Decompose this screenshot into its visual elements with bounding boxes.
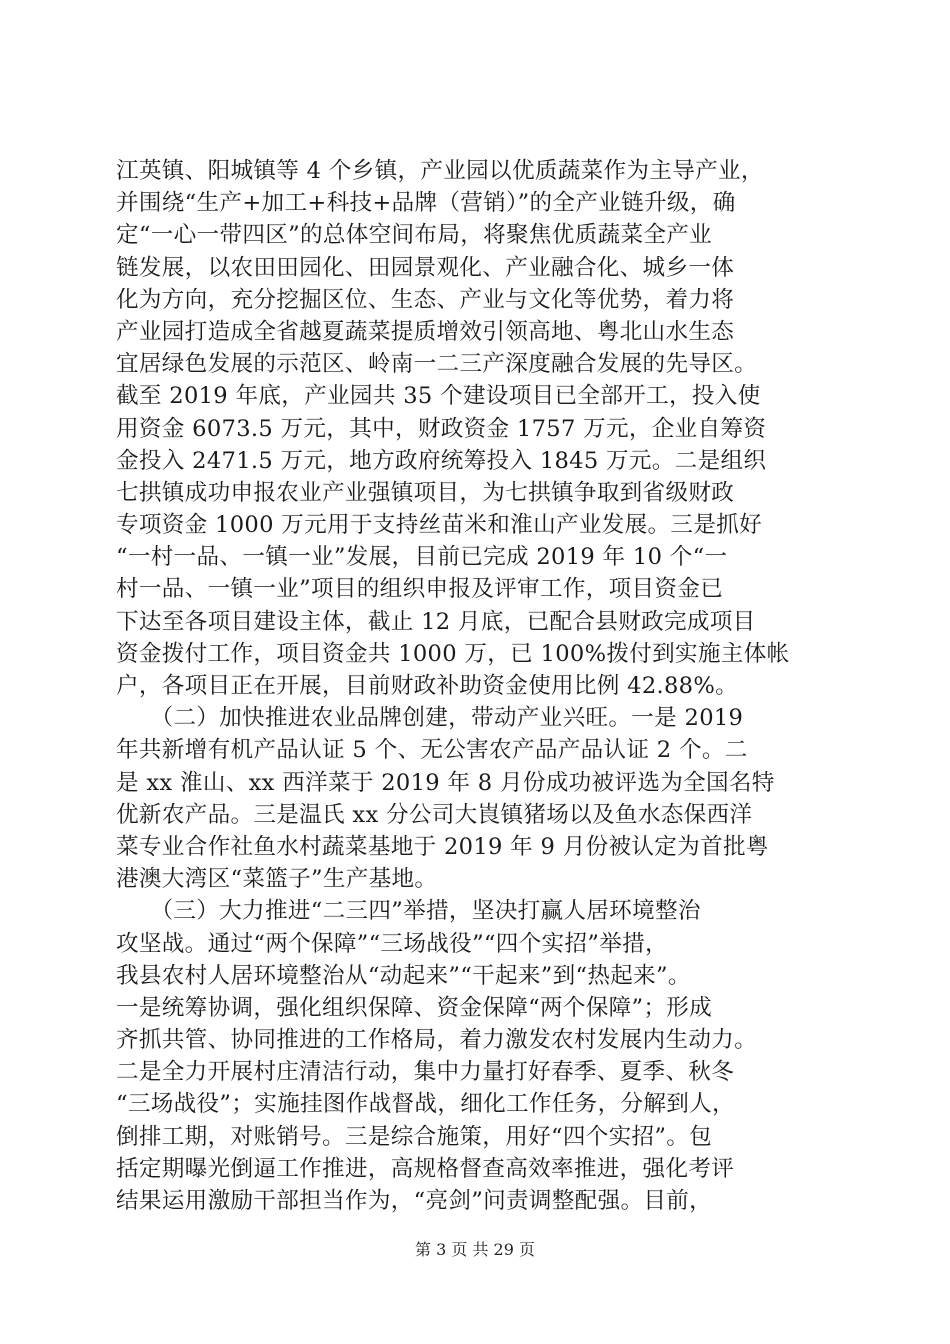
text-line: 产业园打造成全省越夏蔬菜提质增效引领高地、粤北山水生态 [116,318,735,345]
text-line: 齐抓共管、协同推进的工作格局，着力激发农村发展内生动力。 [116,1027,758,1054]
text-line: 一是统筹协调，强化组织保障、资金保障“两个保障”；形成 [116,994,713,1021]
text-line: 下达至各项目建设主体，截止 12 月底，已配合县财政完成项目 [116,608,756,635]
text-line: “一村一品、一镇一业”发展，目前已完成 2019 年 10 个“一 [116,544,728,571]
text-line: 资金拨付工作，项目资金共 1000 万，已 100%拨付到实施主体帐 [116,640,790,667]
text-line: 七拱镇成功申报农业产业强镇项目，为七拱镇争取到省级财政 [116,479,735,506]
text-line: 菜专业合作社鱼水村蔬菜基地于 2019 年 9 月份被认定为首批粤 [116,833,769,860]
text-line: 结果运用激励干部担当作为，“亮剑”问责调整配强。目前， [116,1188,713,1214]
text-line: 村一品、一镇一业”项目的组织申报及评审工作，项目资金已 [116,576,724,603]
text-line: 二是全力开展村庄清洁行动，集中力量打好春季、夏季、秋冬 [116,1059,735,1086]
text-line: （二）加快推进农业品牌创建，带动产业兴旺。一是 2019 [116,705,744,732]
text-line: 链发展，以农田田园化、田园景观化、产业融合化、城乡一体 [116,254,735,281]
text-line: 用资金 6073.5 万元，其中，财政资金 1757 万元，企业自筹资 [116,415,767,442]
text-line: 定“一心一带四区”的总体空间布局，将聚焦优质蔬菜全产业 [116,222,713,249]
body-text [116,155,851,1217]
text-line: 截至 2019 年底，产业园共 35 个建设项目已全部开工，投入使 [116,383,761,410]
text-line: 优新农产品。三是温氏 xx 分公司大崀镇猪场以及鱼水态保西洋 [116,801,753,828]
text-line: 专项资金 1000 万元用于支持丝苗米和淮山产业发展。三是抓好 [116,512,763,539]
text-line: 户，各项目正在开展，目前财政补助资金使用比例 42.88%。 [116,673,738,699]
text-line: （三）大力推进“二三四”举措，坚决打赢人居环境整治 [116,898,701,925]
text-line: 年共新增有机产品认证 5 个、无公害农产品产品认证 2 个。二 [116,737,748,764]
text-line: 江英镇、阳城镇等 4 个乡镇，产业园以优质蔬菜作为主导产业， [116,158,764,184]
text-line: 攻坚战。通过“两个保障”“三场战役”“四个实招”举措， [116,930,668,957]
text-line: 金投入 2471.5 万元，地方政府统筹投入 1845 万元。二是组织 [116,447,767,474]
text-line: 宜居绿色发展的示范区、岭南一二三产深度融合发展的先导区。 [116,351,758,378]
page-number-footer: 第 3 页 共 29 页 [415,1240,535,1259]
text-line: 是 xx 淮山、xx 西洋菜于 2019 年 8 月份成功被评选为全国名特 [116,769,775,796]
text-line: “三场战役”；实施挂图作战督战，细化工作任务，分解到人， [116,1091,735,1118]
text-line: 括定期曝光倒逼工作推进，高规格督查高效率推进，强化考评 [116,1155,735,1182]
text-line: 并围绕“生产+加工+科技+品牌（营销）”的全产业链升级，确 [116,190,736,217]
text-line: 港澳大湾区“菜篮子”生产基地。 [116,866,438,893]
text-line: 倒排工期，对账销号。三是综合施策，用好“四个实招”。包 [116,1123,713,1150]
text-line: 我县农村人居环境整治从“动起来”“干起来”到“热起来”。 [116,962,691,989]
text-line: 化为方向，充分挖掘区位、生态、产业与文化等优势，着力将 [116,286,735,313]
